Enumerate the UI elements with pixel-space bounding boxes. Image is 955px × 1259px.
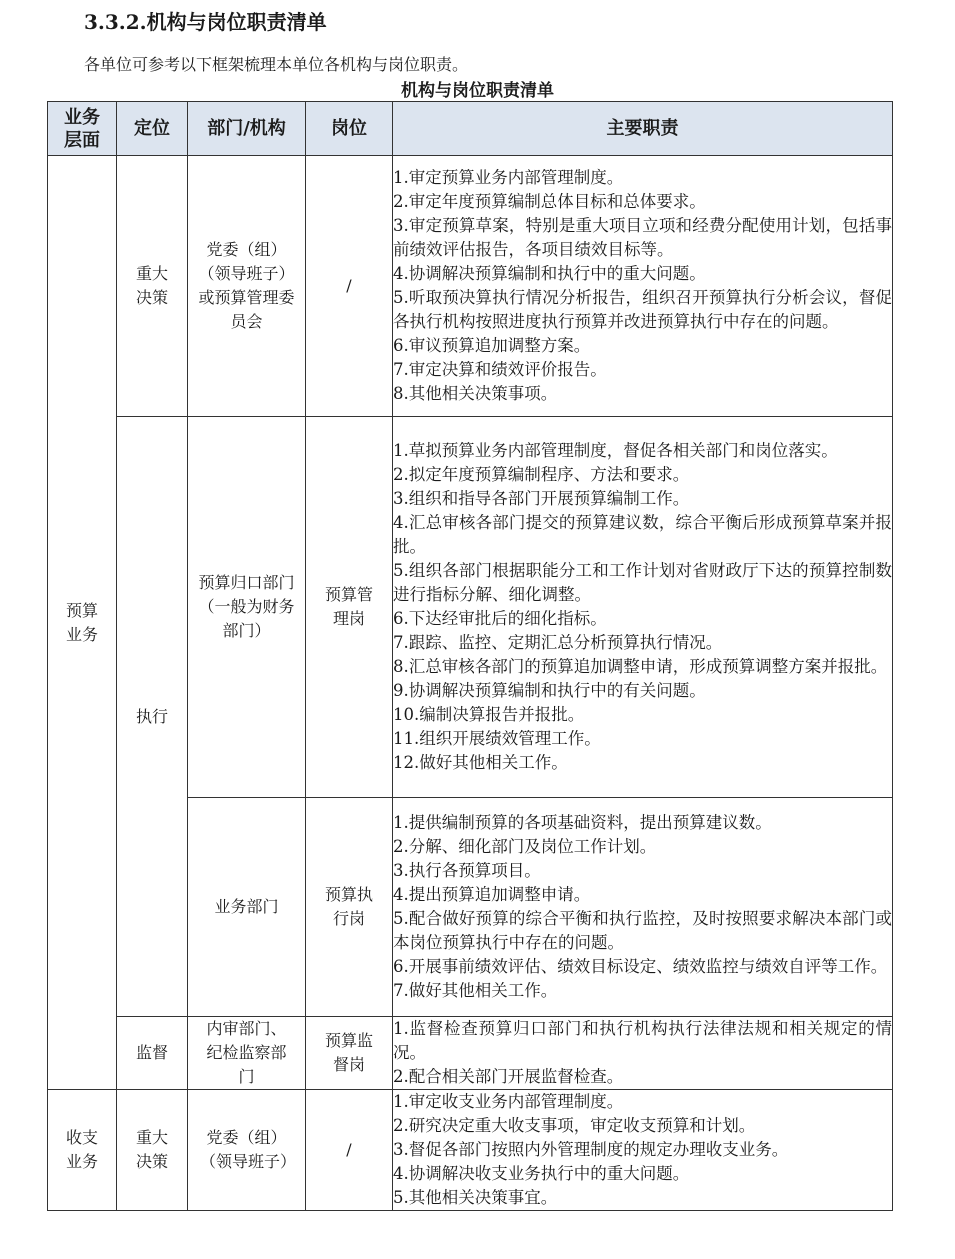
duties-list [393,439,892,775]
duty-item: 2.分解、细化部门及岗位工作计划。 [393,837,657,856]
duty-item: 7.跟踪、监控、定期汇总分析预算执行情况。 [393,633,723,652]
position-cell: 执行 [117,417,188,1017]
position-cell: 监督 [117,1017,188,1090]
header-layer: 业务层面 [48,102,117,156]
duties-cell [393,417,893,798]
header-post: 岗位 [306,102,393,156]
duty-item: 11.组织开展绩效管理工作。 [393,729,601,748]
table-row [48,417,893,798]
duty-item: 10.编制决算报告并报批。 [393,705,585,724]
section-heading: 3.3.2.机构与岗位职责清单 [84,10,327,34]
duty-item: 1.监督检查预算归口部门和执行机构执行法律法规和相关规定的情况。 [393,1019,892,1062]
duty-item: 7.审定决算和绩效评价报告。 [393,360,607,379]
duty-item: 3.执行各预算项目。 [393,861,541,880]
layer-cell: 收支业务 [48,1090,117,1211]
header-duties: 主要职责 [393,102,893,156]
header-position: 定位 [117,102,188,156]
duty-item: 8.其他相关决策事项。 [393,384,558,403]
department-cell: 预算归口部门（一般为财务部门） [188,417,306,798]
intro-text: 各单位可参考以下框架梳理本单位各机构与岗位职责。 [84,55,469,74]
duty-item: 5.其他相关决策事宜。 [393,1188,558,1207]
post-cell: / [306,1090,393,1211]
duty-item: 4.协调解决收支业务执行中的重大问题。 [393,1164,690,1183]
position-cell: 重大决策 [117,156,188,417]
header-department: 部门/机构 [188,102,306,156]
duty-item: 3.督促各部门按照内外管理制度的规定办理收支业务。 [393,1140,789,1159]
post-cell: 预算管理岗 [306,417,393,798]
duty-item: 2.研究决定重大收支事项，审定收支预算和计划。 [393,1116,756,1135]
duty-item: 5.组织各部门根据职能分工和工作计划对省财政厅下达的预算控制数进行指标分解、细化调整。 [393,561,892,604]
duty-item: 5.听取预决算执行情况分析报告，组织召开预算执行分析会议，督促各执行机构按照进度执行预算并改进预算执行中存在的问题。 [393,288,892,331]
duty-item: 6.审议预算追加调整方案。 [393,336,591,355]
duty-item: 2.审定年度预算编制总体目标和总体要求。 [393,192,706,211]
duty-item: 4.汇总审核各部门提交的预算建议数，综合平衡后形成预算草案并报批。 [393,513,892,556]
duty-item: 7.做好其他相关工作。 [393,981,558,1000]
duties-cell [393,1017,893,1090]
duty-item: 5.配合做好预算的综合平衡和执行监控，及时按照要求解决本部门或本岗位预算执行中存在的问题。 [393,909,892,952]
duties-cell [393,1090,893,1211]
department-cell: 内审部门、纪检监察部门 [188,1017,306,1090]
duties-cell [393,156,893,417]
duties-list [393,1090,892,1210]
duties-list [393,811,892,1003]
table-caption: 机构与岗位职责清单 [401,81,554,101]
duty-item: 4.协调解决预算编制和执行中的重大问题。 [393,264,706,283]
duty-table [47,101,893,1211]
department-cell: 党委（组）（领导班子） [188,1090,306,1211]
header-row [48,102,893,156]
post-cell: 预算监督岗 [306,1017,393,1090]
post-cell: 预算执行岗 [306,798,393,1017]
duty-item: 2.配合相关部门开展监督检查。 [393,1067,624,1086]
duties-list [393,1017,892,1089]
duty-item: 4.提出预算追加调整申请。 [393,885,591,904]
duties-list [393,166,892,406]
table-row [48,1017,893,1090]
department-cell: 业务部门 [188,798,306,1017]
duty-item: 1.审定预算业务内部管理制度。 [393,168,624,187]
duty-item: 8.汇总审核各部门的预算追加调整申请，形成预算调整方案并报批。 [393,657,888,676]
post-cell: / [306,156,393,417]
duty-item: 3.审定预算草案，特别是重大项目立项和经费分配使用计划，包括事前绩效评估报告，各项目绩效目标等。 [393,216,892,259]
layer-cell: 预算业务 [48,156,117,1090]
duties-cell [393,798,893,1017]
duty-item: 6.下达经审批后的细化指标。 [393,609,607,628]
duty-item: 1.提供编制预算的各项基础资料，提出预算建议数。 [393,813,772,832]
table-row [48,156,893,417]
duty-item: 1.草拟预算业务内部管理制度，督促各相关部门和岗位落实。 [393,441,838,460]
duty-item: 6.开展事前绩效评估、绩效目标设定、绩效监控与绩效自评等工作。 [393,957,888,976]
duty-item: 9.协调解决预算编制和执行中的有关问题。 [393,681,706,700]
department-cell: 党委（组）（领导班子）或预算管理委员会 [188,156,306,417]
duty-item: 1.审定收支业务内部管理制度。 [393,1092,624,1111]
duty-item: 3.组织和指导各部门开展预算编制工作。 [393,489,690,508]
position-cell: 重大决策 [117,1090,188,1211]
duty-item: 12.做好其他相关工作。 [393,753,568,772]
table-row [48,1090,893,1211]
duty-item: 2.拟定年度预算编制程序、方法和要求。 [393,465,690,484]
